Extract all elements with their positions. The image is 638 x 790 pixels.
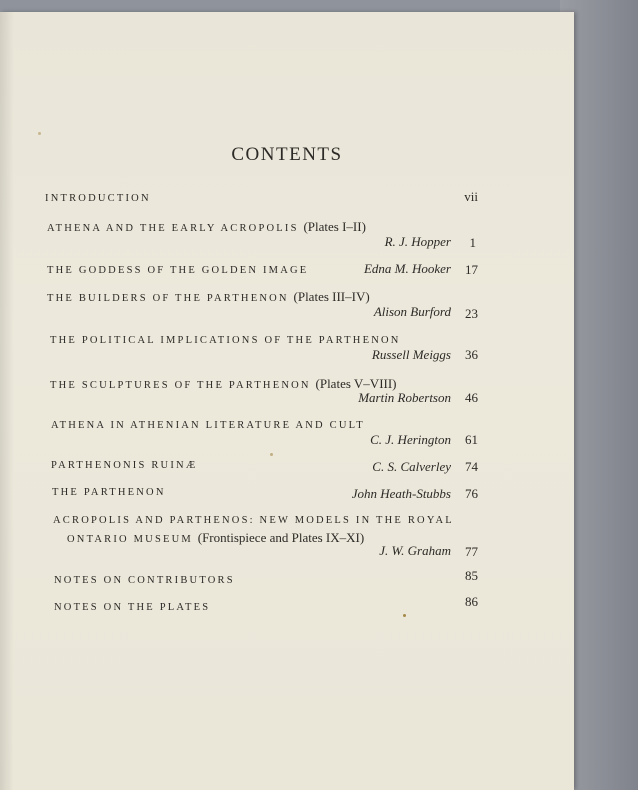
toc-entry-title: PARTHENONIS RUINÆ [51,460,198,471]
toc-entry-page: vii [464,189,478,204]
toc-entry-note: (Frontispiece and Plates IX–XI) [197,530,365,545]
toc-entry-author: Edna M. Hooker [363,261,451,276]
page-title: CONTENTS [231,144,343,165]
toc-entry-title-continued: ONTARIO MUSEUM (Frontispiece and Plates IX–XI) [67,530,365,545]
toc-entry-author: Martin Robertson [358,390,451,405]
toc-entry-page: 85 [465,568,478,583]
toc-entry-author: C. J. Herington [370,432,451,447]
toc-entry-title: NOTES ON THE PLATES [54,602,211,613]
toc-entry-title: THE PARTHENON [52,487,166,498]
toc-entry-title: THE SCULPTURES OF THE PARTHENON (Plates V–VIII) [50,376,397,391]
paper-speck [403,614,406,617]
toc-entry-author: C. S. Calverley [372,459,451,474]
toc-entry-author: J. W. Graham [379,543,451,558]
toc-entry-title: NOTES ON CONTRIBUTORS [54,575,235,586]
toc-entry-title: THE GODDESS OF THE GOLDEN IMAGE [47,265,309,276]
toc-entry-author: Russell Meiggs [371,347,451,362]
toc-entry-page: 46 [465,390,478,405]
toc-entry-page: 77 [465,544,478,559]
paper-speck [270,453,273,456]
toc-entry-author: John Heath-Stubbs [351,486,451,501]
toc-entry-title: INTRODUCTION [45,193,151,204]
toc-entry-title: THE POLITICAL IMPLICATIONS OF THE PARTHENON [50,335,401,346]
toc-entry-page: 17 [465,262,478,277]
book-page [0,12,574,790]
paper-speck [38,132,41,135]
toc-entry-note: (Plates I–II) [303,219,366,234]
toc-entry-author: R. J. Hopper [384,234,451,249]
toc-entry-page: 1 [469,235,476,250]
toc-entry-title: THE BUILDERS OF THE PARTHENON (Plates III–IV) [47,289,370,304]
toc-entry-page: 74 [465,459,478,474]
toc-entry-page: 76 [465,486,478,501]
toc-entry-title: ATHENA IN ATHENIAN LITERATURE AND CULT [51,420,365,431]
toc-entry-page: 23 [465,306,478,321]
toc-entry-title: ATHENA AND THE EARLY ACROPOLIS (Plates I–II) [47,219,366,234]
toc-entry-page: 61 [465,432,478,447]
toc-entry-note: (Plates V–VIII) [315,376,397,391]
toc-entry-note: (Plates III–IV) [293,289,370,304]
toc-entry-title: ACROPOLIS AND PARTHENOS: NEW MODELS IN THE ROYAL [53,515,454,526]
toc-entry-page: 86 [465,594,478,609]
toc-entry-author: Alison Burford [373,304,451,319]
toc-entry-page: 36 [465,347,478,362]
